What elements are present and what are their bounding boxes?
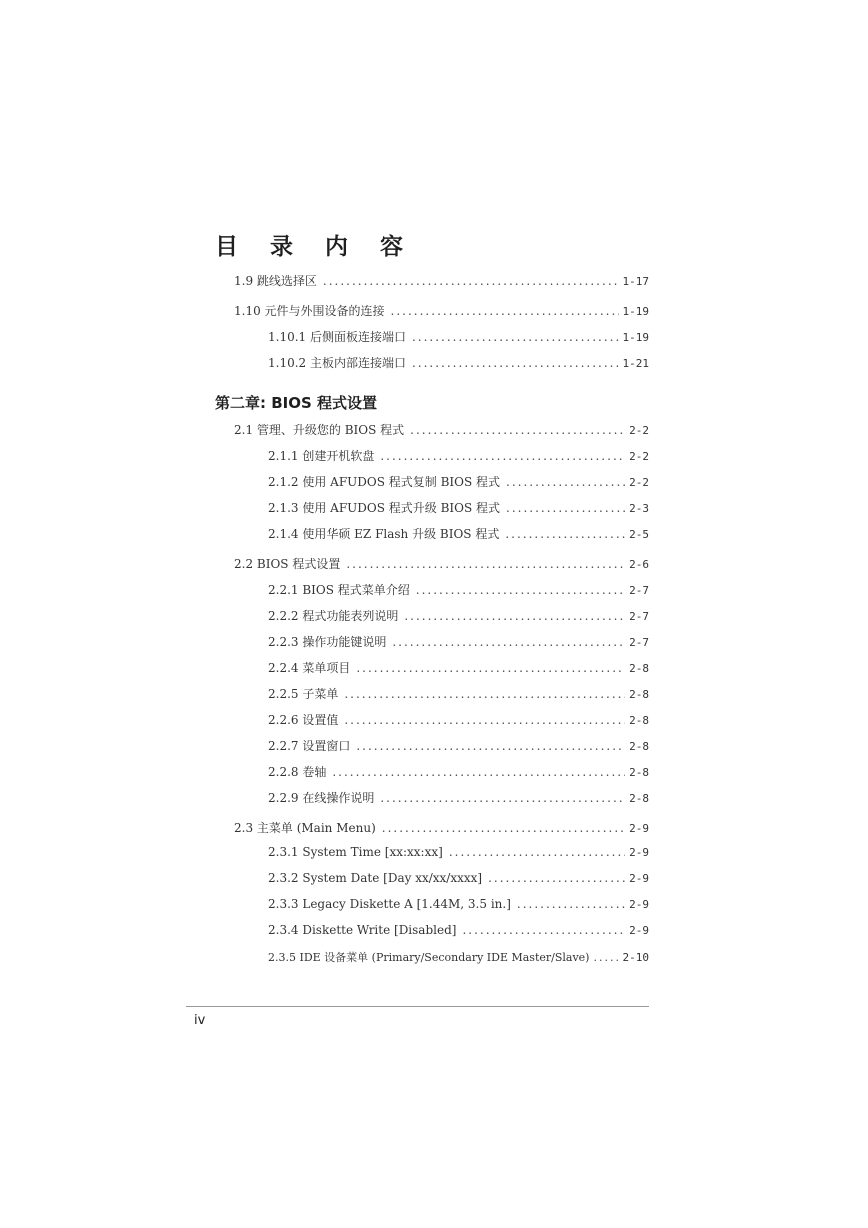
toc-entry-text: 2.2.1 BIOS 程式菜单介绍 — [268, 583, 410, 597]
dot-leader — [593, 951, 620, 964]
toc-entry-page: 1-19 — [622, 331, 649, 344]
toc-subentry[interactable] — [268, 923, 649, 941]
footer-divider — [186, 1006, 649, 1007]
toc-entry-text: 2.1.3 使用 AFUDOS 程式升级 BIOS 程式 — [268, 501, 501, 515]
toc-subentry[interactable] — [268, 499, 649, 517]
toc-entry-page: 2-9 — [629, 872, 649, 885]
toc-entry-text: 1.10.2 主板内部连接端口 — [268, 356, 406, 370]
toc-entry-text: 2.1.1 创建开机软盘 — [268, 449, 375, 463]
toc-entry-text: 2.2.7 设置窗口 — [268, 739, 351, 753]
toc-entry-text: 2.3 主菜单 (Main Menu) — [234, 821, 376, 835]
dot-leader — [488, 871, 625, 885]
dot-leader — [410, 423, 625, 437]
toc-entry-page: 2-8 — [629, 766, 649, 779]
toc-subentry[interactable] — [268, 949, 649, 967]
chapter-heading: 第二章: BIOS 程式设置 — [215, 394, 378, 412]
toc-entry-text: 2.2.8 卷轴 — [268, 765, 327, 779]
toc-entry-page: 2-7 — [629, 610, 649, 623]
toc-entry-text: 1.10 元件与外围设备的连接 — [234, 304, 385, 318]
dot-leader — [391, 304, 619, 318]
toc-subentry[interactable] — [268, 711, 649, 729]
toc-entry-page: 2-8 — [629, 662, 649, 675]
toc-entry-text: 1.9 跳线选择区 — [234, 274, 317, 288]
dot-leader — [392, 635, 625, 649]
toc-subentry[interactable] — [268, 633, 649, 651]
toc-entry-page: 2-8 — [629, 688, 649, 701]
toc-title: 目 录 内 容 — [215, 234, 416, 260]
toc-entry-text: 2.1 管理、升级您的 BIOS 程式 — [234, 423, 405, 437]
toc-subentry[interactable] — [268, 525, 649, 543]
toc-subentry[interactable] — [268, 581, 649, 599]
toc-entry-text: 2.3.3 Legacy Diskette A [1.44M, 3.5 in.] — [268, 897, 511, 911]
dot-leader — [506, 501, 625, 515]
dot-leader — [346, 557, 625, 571]
dot-leader — [356, 661, 625, 675]
toc-entry-text: 2.3.2 System Date [Day xx/xx/xxxx] — [268, 871, 483, 885]
dot-leader — [412, 356, 619, 370]
toc-entry-text: 2.2.4 菜单项目 — [268, 661, 351, 675]
toc-subentry[interactable] — [268, 685, 649, 703]
toc-entry[interactable] — [234, 272, 649, 290]
dot-leader — [344, 687, 625, 701]
toc-entry-text: 2.2.3 操作功能键说明 — [268, 635, 387, 649]
toc-entry-page: 2-2 — [629, 424, 649, 437]
toc-entry-page: 2-10 — [622, 951, 649, 964]
toc-subentry[interactable] — [268, 447, 649, 465]
toc-entry-text: 2.3.5 IDE 设备菜单 (Primary/Secondary IDE Master/Slave) — [268, 951, 590, 964]
dot-leader — [380, 449, 625, 463]
dot-leader — [382, 821, 625, 835]
toc-entry-page: 2-8 — [629, 740, 649, 753]
toc-entry-text: 2.3.1 System Time [xx:xx:xx] — [268, 845, 443, 859]
toc-entry-page: 2-2 — [629, 476, 649, 489]
toc-entry-page: 1-17 — [622, 275, 649, 288]
toc-entry[interactable] — [234, 819, 649, 837]
toc-entry-page: 2-8 — [629, 714, 649, 727]
toc-subentry[interactable] — [268, 763, 649, 781]
dot-leader — [380, 791, 625, 805]
toc-subentry[interactable] — [268, 473, 649, 491]
toc-entry-text: 2.1.4 使用华硕 EZ Flash 升级 BIOS 程式 — [268, 527, 500, 541]
toc-entry-page: 2-9 — [629, 846, 649, 859]
dot-leader — [412, 330, 619, 344]
toc-entry-page: 2-3 — [629, 502, 649, 515]
toc-entry-page: 2-9 — [629, 898, 649, 911]
toc-entry-page: 2-5 — [629, 528, 649, 541]
dot-leader — [332, 765, 625, 779]
toc-entry-page: 2-8 — [629, 792, 649, 805]
dot-leader — [462, 923, 625, 937]
dot-leader — [356, 739, 625, 753]
toc-entry-page: 2-7 — [629, 584, 649, 597]
toc-entry-page: 2-9 — [629, 924, 649, 937]
toc-subentry[interactable] — [268, 328, 649, 346]
toc-entry-text: 2.2 BIOS 程式设置 — [234, 557, 341, 571]
dot-leader — [449, 845, 625, 859]
toc-subentry[interactable] — [268, 354, 649, 372]
toc-entry-page: 2-9 — [629, 822, 649, 835]
dot-leader — [416, 583, 625, 597]
toc-entry-page: 2-2 — [629, 450, 649, 463]
toc-entry-text: 2.2.2 程式功能表列说明 — [268, 609, 399, 623]
dot-leader — [517, 897, 625, 911]
toc-subentry[interactable] — [268, 789, 649, 807]
toc-entry[interactable] — [234, 302, 649, 320]
toc-entry-page: 1-21 — [622, 357, 649, 370]
toc-entry-text: 2.2.6 设置值 — [268, 713, 339, 727]
toc-subentry[interactable] — [268, 897, 649, 915]
dot-leader — [505, 527, 625, 541]
toc-subentry[interactable] — [268, 659, 649, 677]
dot-leader — [344, 713, 625, 727]
footer-page-number: iv — [194, 1013, 206, 1028]
toc-entry[interactable] — [234, 555, 649, 573]
toc-entry-text: 1.10.1 后侧面板连接端口 — [268, 330, 406, 344]
toc-entry-page: 2-6 — [629, 558, 649, 571]
toc-subentry[interactable] — [268, 737, 649, 755]
toc-entry-text: 2.2.9 在线操作说明 — [268, 791, 375, 805]
toc-entry-text: 2.3.4 Diskette Write [Disabled] — [268, 923, 457, 937]
toc-entry-text: 2.2.5 子菜单 — [268, 687, 339, 701]
dot-leader — [323, 274, 619, 288]
dot-leader — [506, 475, 625, 489]
toc-subentry[interactable] — [268, 607, 649, 625]
toc-entry-page: 2-7 — [629, 636, 649, 649]
dot-leader — [404, 609, 625, 623]
toc-subentry[interactable] — [268, 845, 649, 863]
toc-subentry[interactable] — [268, 871, 649, 889]
toc-entry-text: 2.1.2 使用 AFUDOS 程式复制 BIOS 程式 — [268, 475, 501, 489]
toc-entry-page: 1-19 — [622, 305, 649, 318]
toc-entry[interactable] — [234, 421, 649, 439]
